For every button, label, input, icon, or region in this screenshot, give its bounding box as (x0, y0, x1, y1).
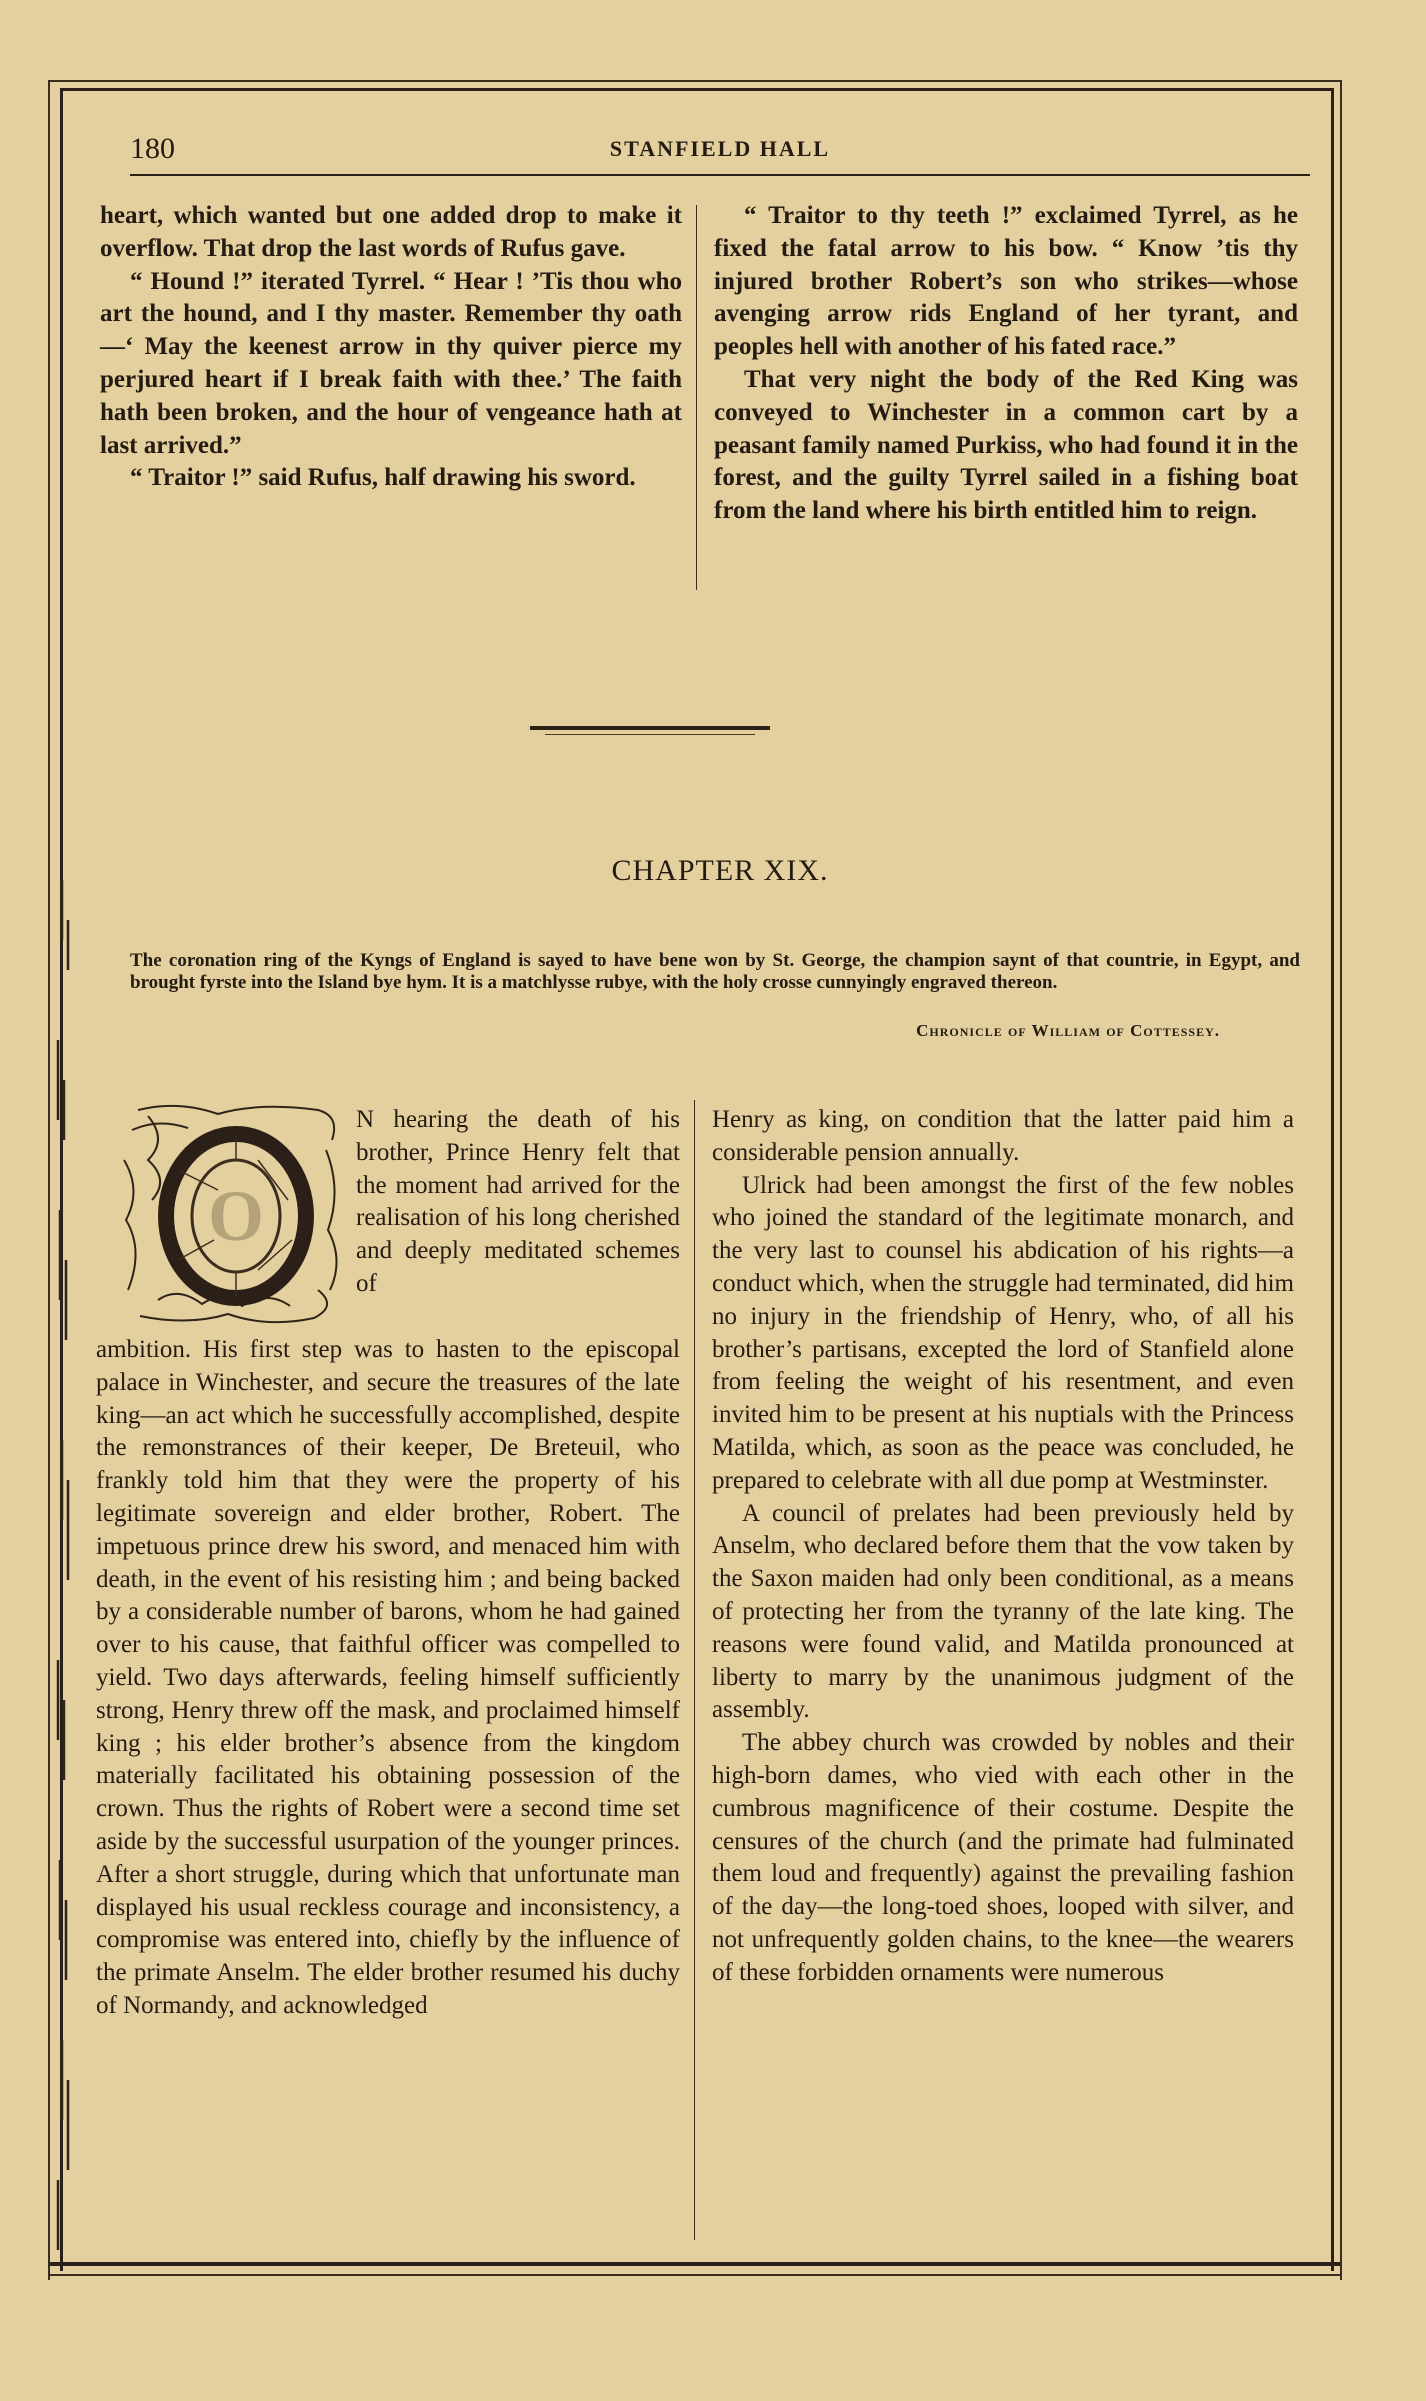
page-header (130, 128, 1310, 176)
paragraph: heart, which wanted but one added drop to make it overflow. That drop the last words of Rufus gave. (100, 202, 682, 262)
binding-edge-marks (52, 880, 78, 2260)
top-left-column (100, 200, 682, 495)
border-rule-left (48, 80, 50, 2280)
paragraph: Ulrick had been amongst the first of the few nobles who joined the standard of the legitimate monarch, and the very last to counsel his abdication of his rights—a conduct which, when the struggle had terminated, did him no injury in the friendship of Henry, who, of all his brother’s partisans, excepted the lord of Stanfield alone from feeling the weight of his resentment, and even invited him to be present at his nuptials with the Princess Matilda, which, as soon as the peace was concluded, he prepared to celebrate with all due pomp at Westminster. (712, 1171, 1294, 1494)
paragraph: Henry as king, on condition that the latter paid him a considerable pension annually. (712, 1106, 1294, 1166)
dropcap-letter: O (207, 1176, 265, 1256)
bottom-left-column (96, 1334, 680, 2023)
paragraph: ambition. His first step was to hasten to the episcopal palace in Winchester, and secure the treasures of the late king—an act which he successfully accomplished, despite the remonstrances of their keeper, De Breteuil, who frankly told him that they were the property of his legitimate sovereign and elder brother, Robert. The impetuous prince drew his sword, and menaced him with death, in the event of his resisting him ; and being backed by a considerable number of barons, whom he had gained over to his cause, that faithful officer was compelled to yield. Two days afterwards, feeling himself sufficiently strong, Henry threw off the mask, and proclaimed himself king ; his elder brother’s absence from the kingdom materially facilitated his obtaining possession of the crown. Thus the rights of Robert were a second time set aside by the successful usurpation of the younger princes. After a short struggle, during which that unfortunate man displayed his usual reckless courage and inconsistency, a compromise was entered into, chiefly by the influence of the primate Anselm. The elder brother resumed his duchy of Normandy, and acknowledged (96, 1336, 680, 2019)
chapter-epigraph: The coronation ring of the Kyngs of England is sayed to have bene won by St. George, the champion saynt of that countrie, in Egypt, and brought fyrste into the Island bye hym. It is a matchlysse rubye, with the holy crosse cunnyingly engraved thereon. (130, 950, 1300, 993)
paragraph: “ Hound !” iterated Tyrrel. “ Hear ! ’Tis thou who art the hound, and I thy master. Remember thy oath—‘ May the keenest arrow in thy quiver pierce my perjured heart if I break faith with thee.’ The faith hath been broken, and the hour of vengeance hath at last arrived.” (100, 267, 682, 459)
epigraph-source: Chronicle of William of Cottessey. (916, 1021, 1220, 1040)
paragraph: “ Traitor !” said Rufus, half drawing his sword. (130, 464, 636, 492)
bottom-rule-thin (50, 2274, 1340, 2276)
column-rule-top (696, 205, 697, 590)
paragraph: “ Traitor to thy teeth !” exclaimed Tyrrel, as he fixed the fatal arrow to his bow. “ Know ’tis thy injured brother Robert’s son who strikes—whose avenging arrow rids England of her tyrant, and peoples hell with another of his fated race.” (714, 202, 1298, 361)
section-divider (530, 726, 770, 730)
column-rule-bottom (694, 1100, 695, 2240)
running-title: STANFIELD HALL (609, 136, 831, 161)
border-rule-right (1340, 80, 1342, 2280)
border-rule-top (50, 80, 1340, 82)
bottom-right-column (712, 1104, 1294, 1990)
chapter-title: CHAPTER XIX. (611, 854, 829, 887)
top-right-column (714, 200, 1298, 528)
chapter-opening-text (356, 1104, 680, 1301)
paragraph: The abbey church was crowded by nobles and their high-born dames, who vied with each other in the cumbrous magnificence of their costume. Despite the censures of the church (and the primate had fulminated them loud and frequently) against the prevailing fashion of the day—the long-toed shoes, looped with silver, and not unfrequently golden chains, to the knee—the wearers of these forbidden ornaments were numerous (712, 1729, 1294, 1986)
ornamental-dropcap-image (118, 1100, 350, 1328)
section-divider-thin (545, 734, 755, 735)
paragraph: That very night the body of the Red King was conveyed to Winchester in a common cart by a peasant family named Purkiss, who had found it in the forest, and the guilty Tyrrel sailed in a fishing boat from the land where his birth entitled him to reign. (714, 365, 1298, 525)
page-number: 180 (130, 132, 175, 165)
paragraph: N hearing the death of his brother, Prince Henry felt that the moment had arrived for the realisation of his long cherished and deeply meditated schemes of (356, 1106, 680, 1297)
paragraph: A council of prelates had been previously held by Anselm, who declared before them that the vow taken by the Saxon maiden had only been conditional, as a means of protecting her from the tyranny of the late king. The reasons were found valid, and Matilda pronounced at liberty to marry by the unanimous judgment of the assembly. (712, 1499, 1294, 1724)
bottom-rule (50, 2262, 1340, 2266)
